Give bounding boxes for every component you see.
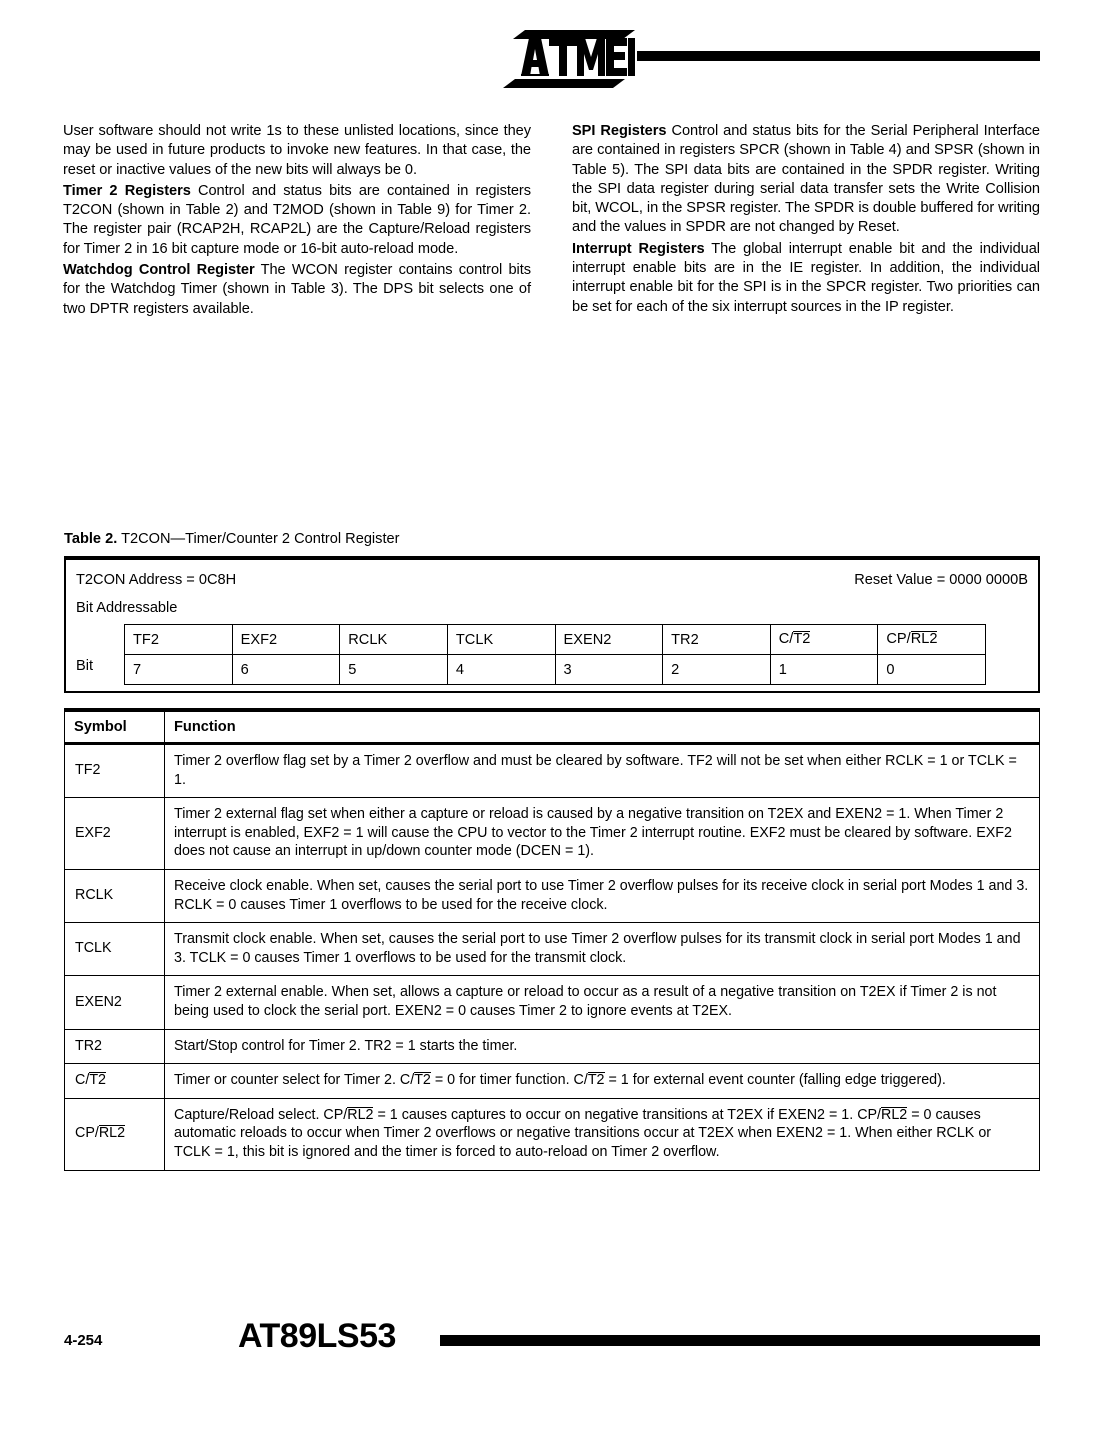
- text-segment: = 1 for external event counter (falling edge triggered).: [604, 1072, 946, 1089]
- table-caption-text: T2CON—Timer/Counter 2 Control Register: [121, 531, 400, 547]
- bit-number-cell-1: 1: [770, 655, 878, 685]
- function-cell: Timer 2 external flag set when either a capture or reload is caused by a negative transition on T2EX and EXEN2 = 1. When Timer 2 interrupt is enabled, EXF2 = 1 will cause the CPU to vector to the Timer 2 interrupt routine. EXF2 must be cleared by software. EXF2 does not cause an interrupt in up/down counter mode (DCEN = 1).: [165, 798, 1040, 870]
- register-address: T2CON Address = 0C8H: [76, 572, 237, 588]
- table-row: [65, 744, 1040, 798]
- text-segment: = 1 causes captures to occur on negative transitions at T2EX if EXEN2 = 1. CP/: [373, 1106, 882, 1123]
- function-cell: Receive clock enable. When set, causes the serial port to use Timer 2 overflow pulses for its receive clock in serial port Modes 1 and 3. RCLK = 0 causes Timer 1 overflows to be used for the receive clock.: [165, 869, 1040, 922]
- bit-number-cell-5: 5: [340, 655, 448, 685]
- bit-number-cell-4: 4: [447, 655, 555, 685]
- part-number: AT89LS53: [238, 1317, 396, 1355]
- t2con-register-box: [64, 556, 1040, 693]
- bit-number-cell-3: 3: [555, 655, 663, 685]
- function-table-header-row: [65, 710, 1040, 744]
- overlined-symbol: T2: [414, 1072, 431, 1089]
- bit-name-prefix: C/: [778, 631, 794, 648]
- register-header-row: [66, 570, 1038, 590]
- bit-map-area: [66, 624, 1038, 685]
- bit-number-cell-7: 7: [125, 655, 233, 685]
- paragraph-lead: SPI Registers: [572, 123, 667, 139]
- bit-name-overlined: RL2: [910, 631, 938, 648]
- right-column: [572, 122, 1040, 321]
- bit-grid: [124, 624, 986, 685]
- symbol-cell: TCLK: [65, 923, 165, 976]
- table-row: [65, 923, 1040, 976]
- overlined-symbol: RL2: [881, 1106, 908, 1123]
- paragraph-watchdog-control-register: [63, 261, 531, 319]
- footer-rule: [440, 1335, 1040, 1346]
- bit-name-overlined: T2: [793, 631, 811, 648]
- symbol-cell: [65, 1064, 165, 1099]
- table-row: [65, 1098, 1040, 1170]
- symbol-overlined: T2: [89, 1072, 106, 1089]
- bit-name-cell-2: TR2: [663, 625, 771, 655]
- text-segment: = 0 for timer function. C/: [430, 1072, 588, 1089]
- text-segment: = 0 causes automatic reloads to occur when Timer 2 overflows or negative transitions occur at T2EX when EXEN2 = 1. When either RCLK or TCLK = 1, this bit is ignored and the timer is forced to auto-reload on Timer 2 overflow.: [174, 1106, 992, 1160]
- table-caption-label: Table 2.: [64, 531, 118, 547]
- paragraph-text: The WCON register contains control bits for the Watchdog Timer (shown in Table 3). The DPS bit selects one of two DPTR registers available.: [63, 262, 531, 317]
- register-reset-value: Reset Value = 0000 0000B: [854, 572, 1028, 588]
- bit-name-cell-0: [878, 625, 986, 655]
- symbol-cell: TF2: [65, 744, 165, 798]
- paragraph-lead: Watchdog Control Register: [63, 262, 255, 279]
- symbol-cell: RCLK: [65, 869, 165, 922]
- overlined-symbol: T2: [587, 1072, 605, 1089]
- bit-number-cell-0: 0: [878, 655, 986, 685]
- bit-name-cell-6: EXF2: [232, 625, 340, 655]
- function-cell: Timer 2 external enable. When set, allows a capture or reload to occur as a result of a negative transition on T2EX if Timer 2 is not being used to clock the serial port. EXEN2 = 0 causes Timer 2 to ignore events at T2EX.: [165, 976, 1040, 1029]
- symbol-cell: EXF2: [65, 798, 165, 870]
- text-segment: Capture/Reload select. CP/: [174, 1106, 348, 1123]
- paragraph-text: The global interrupt enable bit and the individual interrupt enable bits are in the IE register. In addition, the individual interrupt enable bit for the SPI is in the SPCR register. Two priorities can be set for each of the six interrupt sources in the IP register.: [572, 240, 1040, 315]
- bit-names-row: [125, 625, 986, 655]
- function-cell: Start/Stop control for Timer 2. TR2 = 1 starts the timer.: [165, 1029, 1040, 1064]
- table-row: [65, 1029, 1040, 1064]
- paragraph-lead: Interrupt Registers: [572, 240, 705, 257]
- page-number: 4-254: [64, 1332, 103, 1349]
- header-rule: [637, 51, 1040, 61]
- symbol-cell: [65, 1098, 165, 1170]
- paragraph-text: User software should not write 1s to these unlisted locations, since they may be used in future products to invoke new features. In that case, the reset or inactive values of the new bits will always be 0.: [63, 123, 531, 178]
- symbol-cell: TR2: [65, 1029, 165, 1064]
- overlined-symbol: RL2: [347, 1106, 374, 1123]
- bit-numbers-row: [125, 655, 986, 685]
- symbol-prefix: C/: [75, 1072, 90, 1089]
- bit-name-cell-4: TCLK: [447, 625, 555, 655]
- bit-number-cell-2: 2: [663, 655, 771, 685]
- table-row: [65, 798, 1040, 870]
- symbol-prefix: CP/: [75, 1125, 99, 1142]
- bit-row-label: Bit: [76, 658, 94, 674]
- bit-name-prefix: CP/: [886, 631, 911, 648]
- column-header-symbol: Symbol: [65, 710, 165, 744]
- table-row: [65, 976, 1040, 1029]
- symbol-overlined: RL2: [98, 1125, 126, 1142]
- paragraph-interrupt-registers: [572, 240, 1040, 317]
- left-column: [63, 122, 531, 321]
- paragraph-user-software: [63, 122, 531, 180]
- paragraph-timer2-registers: [63, 182, 531, 259]
- symbol-cell: EXEN2: [65, 976, 165, 1029]
- paragraph-spi-registers: [572, 122, 1040, 238]
- bit-name-cell-7: TF2: [125, 625, 233, 655]
- function-table: [64, 708, 1040, 1171]
- table-row: [65, 1064, 1040, 1099]
- bit-number-cell-6: 6: [232, 655, 340, 685]
- function-cell: Transmit clock enable. When set, causes the serial port to use Timer 2 overflow pulses for its transmit clock in serial port Modes 1 and 3. TCLK = 0 causes Timer 1 overflows to be used for the transmit clock.: [165, 923, 1040, 976]
- function-cell: [165, 1098, 1040, 1170]
- function-cell: [165, 1064, 1040, 1099]
- bit-name-cell-1: [770, 625, 878, 655]
- paragraph-text: Control and status bits for the Serial Peripheral Interface are contained in registers SPCR (shown in Table 4) and SPSR (shown in Table 5). The SPI data bits are contained in the SPDR register. Writing the SPI data register during serial data transfer sets the Write Collision bit, WCOL, in the SPSR register. The SPDR is double buffered for writing and the values in SPDR are not changed by Reset.: [572, 123, 1040, 236]
- column-header-function: Function: [165, 710, 1040, 744]
- bit-addressable-label: Bit Addressable: [76, 600, 178, 616]
- table-row: [65, 869, 1040, 922]
- bit-name-cell-5: RCLK: [340, 625, 448, 655]
- atmel-logo: [503, 30, 635, 88]
- bit-name-cell-3: EXEN2: [555, 625, 663, 655]
- text-segment: Timer or counter select for Timer 2. C/: [174, 1072, 415, 1089]
- body-text: [63, 122, 1040, 321]
- paragraph-lead: Timer 2 Registers: [63, 182, 191, 199]
- page-header: [0, 0, 1105, 95]
- function-cell: Timer 2 overflow flag set by a Timer 2 overflow and must be cleared by software. TF2 will not be set when either RCLK = 1 or TCLK = 1.: [165, 744, 1040, 798]
- paragraph-text: Control and status bits are contained in registers T2CON (shown in Table 2) and T2MOD (shown in Table 9) for Timer 2. The register pair (RCAP2H, RCAP2L) are the Capture/Reload registers for Timer 2 in 16 bit capture mode or 16-bit auto-reload mode.: [63, 182, 531, 257]
- table-caption: [64, 530, 400, 548]
